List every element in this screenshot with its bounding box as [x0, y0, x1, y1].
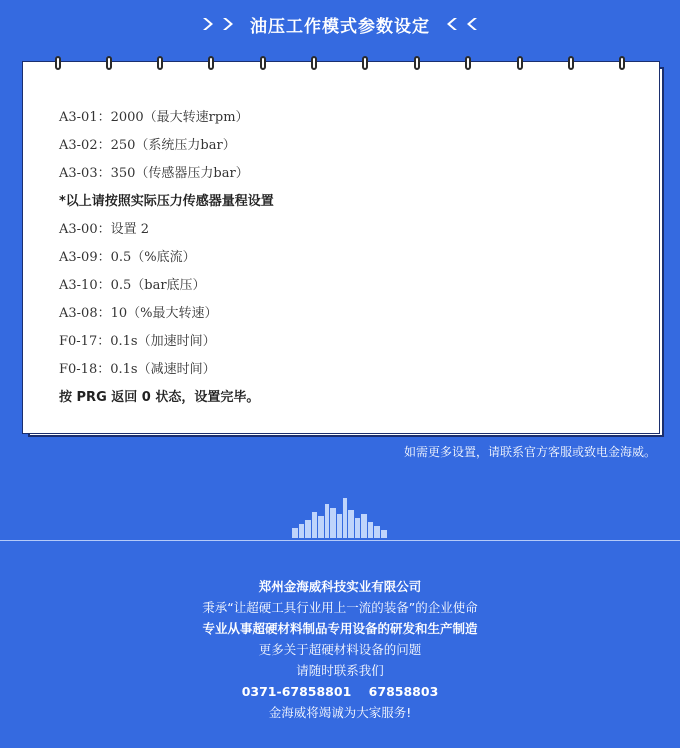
- parameter-line: A3-02：250（系统压力bar）: [59, 138, 236, 153]
- spiral-ring-icon: [157, 56, 163, 70]
- company-footer: [0, 576, 680, 723]
- company-focus: 专业从事超硬材料制品专用设备的研发和生产制造: [202, 621, 478, 636]
- spiral-ring-icon: [465, 56, 471, 70]
- footer-contact-us: 请随时联系我们: [296, 663, 384, 678]
- spiral-ring-icon: [568, 56, 574, 70]
- spiral-ring-icon: [55, 56, 61, 70]
- parameter-line: F0-18：0.1s（减速时间）: [59, 362, 216, 377]
- spiral-ring-icon: [311, 56, 317, 70]
- parameter-line: F0-17：0.1s（加速时间）: [59, 334, 216, 349]
- parameter-line: A3-08：10（%最大转速）: [59, 306, 218, 321]
- phone-numbers: 0371-67858801 67858803: [241, 684, 439, 699]
- spiral-ring-icon: [414, 56, 420, 70]
- spiral-ring-icon: [260, 56, 266, 70]
- page-title: 油压工作模式参数设定: [250, 16, 430, 37]
- parameter-line: A3-03：350（传感器压力bar）: [59, 166, 249, 181]
- section-divider: [0, 540, 680, 541]
- spiral-ring-icon: [208, 56, 214, 70]
- parameter-line: A3-01：2000（最大转速rpm）: [59, 110, 249, 125]
- spiral-ring-icon: [619, 56, 625, 70]
- parameter-line: A3-09：0.5（%底流）: [59, 250, 196, 265]
- footer-more-info: 更多关于超硬材料设备的问题: [258, 642, 422, 657]
- parameter-list: [59, 104, 274, 412]
- chevron-right-icon: [220, 16, 236, 32]
- chevron-left-icon: [464, 16, 480, 32]
- company-name: 郑州金海威科技实业有限公司: [258, 579, 422, 594]
- parameter-line: A3-10：0.5（bar底压）: [59, 278, 206, 293]
- chevron-left-icon: [444, 16, 460, 32]
- footer-service: 金海威将竭诚为大家服务!: [268, 705, 412, 720]
- notebook-page: [22, 61, 660, 434]
- chevron-right-icon: [200, 16, 216, 32]
- company-mission: 秉承“让超硬工具行业用上一流的装备”的企业使命: [202, 600, 478, 615]
- contact-note: 如需更多设置，请联系官方客服或致电金海威。: [403, 445, 656, 459]
- parameter-line: A3-00：设置 2: [59, 222, 149, 237]
- parameter-finish-note: 按 PRG 返回 0 状态，设置完毕。: [59, 390, 260, 405]
- parameter-note: *以上请按照实际压力传感器量程设置: [59, 194, 274, 209]
- spiral-ring-icon: [106, 56, 112, 70]
- notebook-card: [22, 61, 662, 436]
- spiral-ring-icon: [517, 56, 523, 70]
- spiral-ring-icon: [362, 56, 368, 70]
- city-skyline-icon: [290, 494, 390, 538]
- section-header: [0, 8, 680, 40]
